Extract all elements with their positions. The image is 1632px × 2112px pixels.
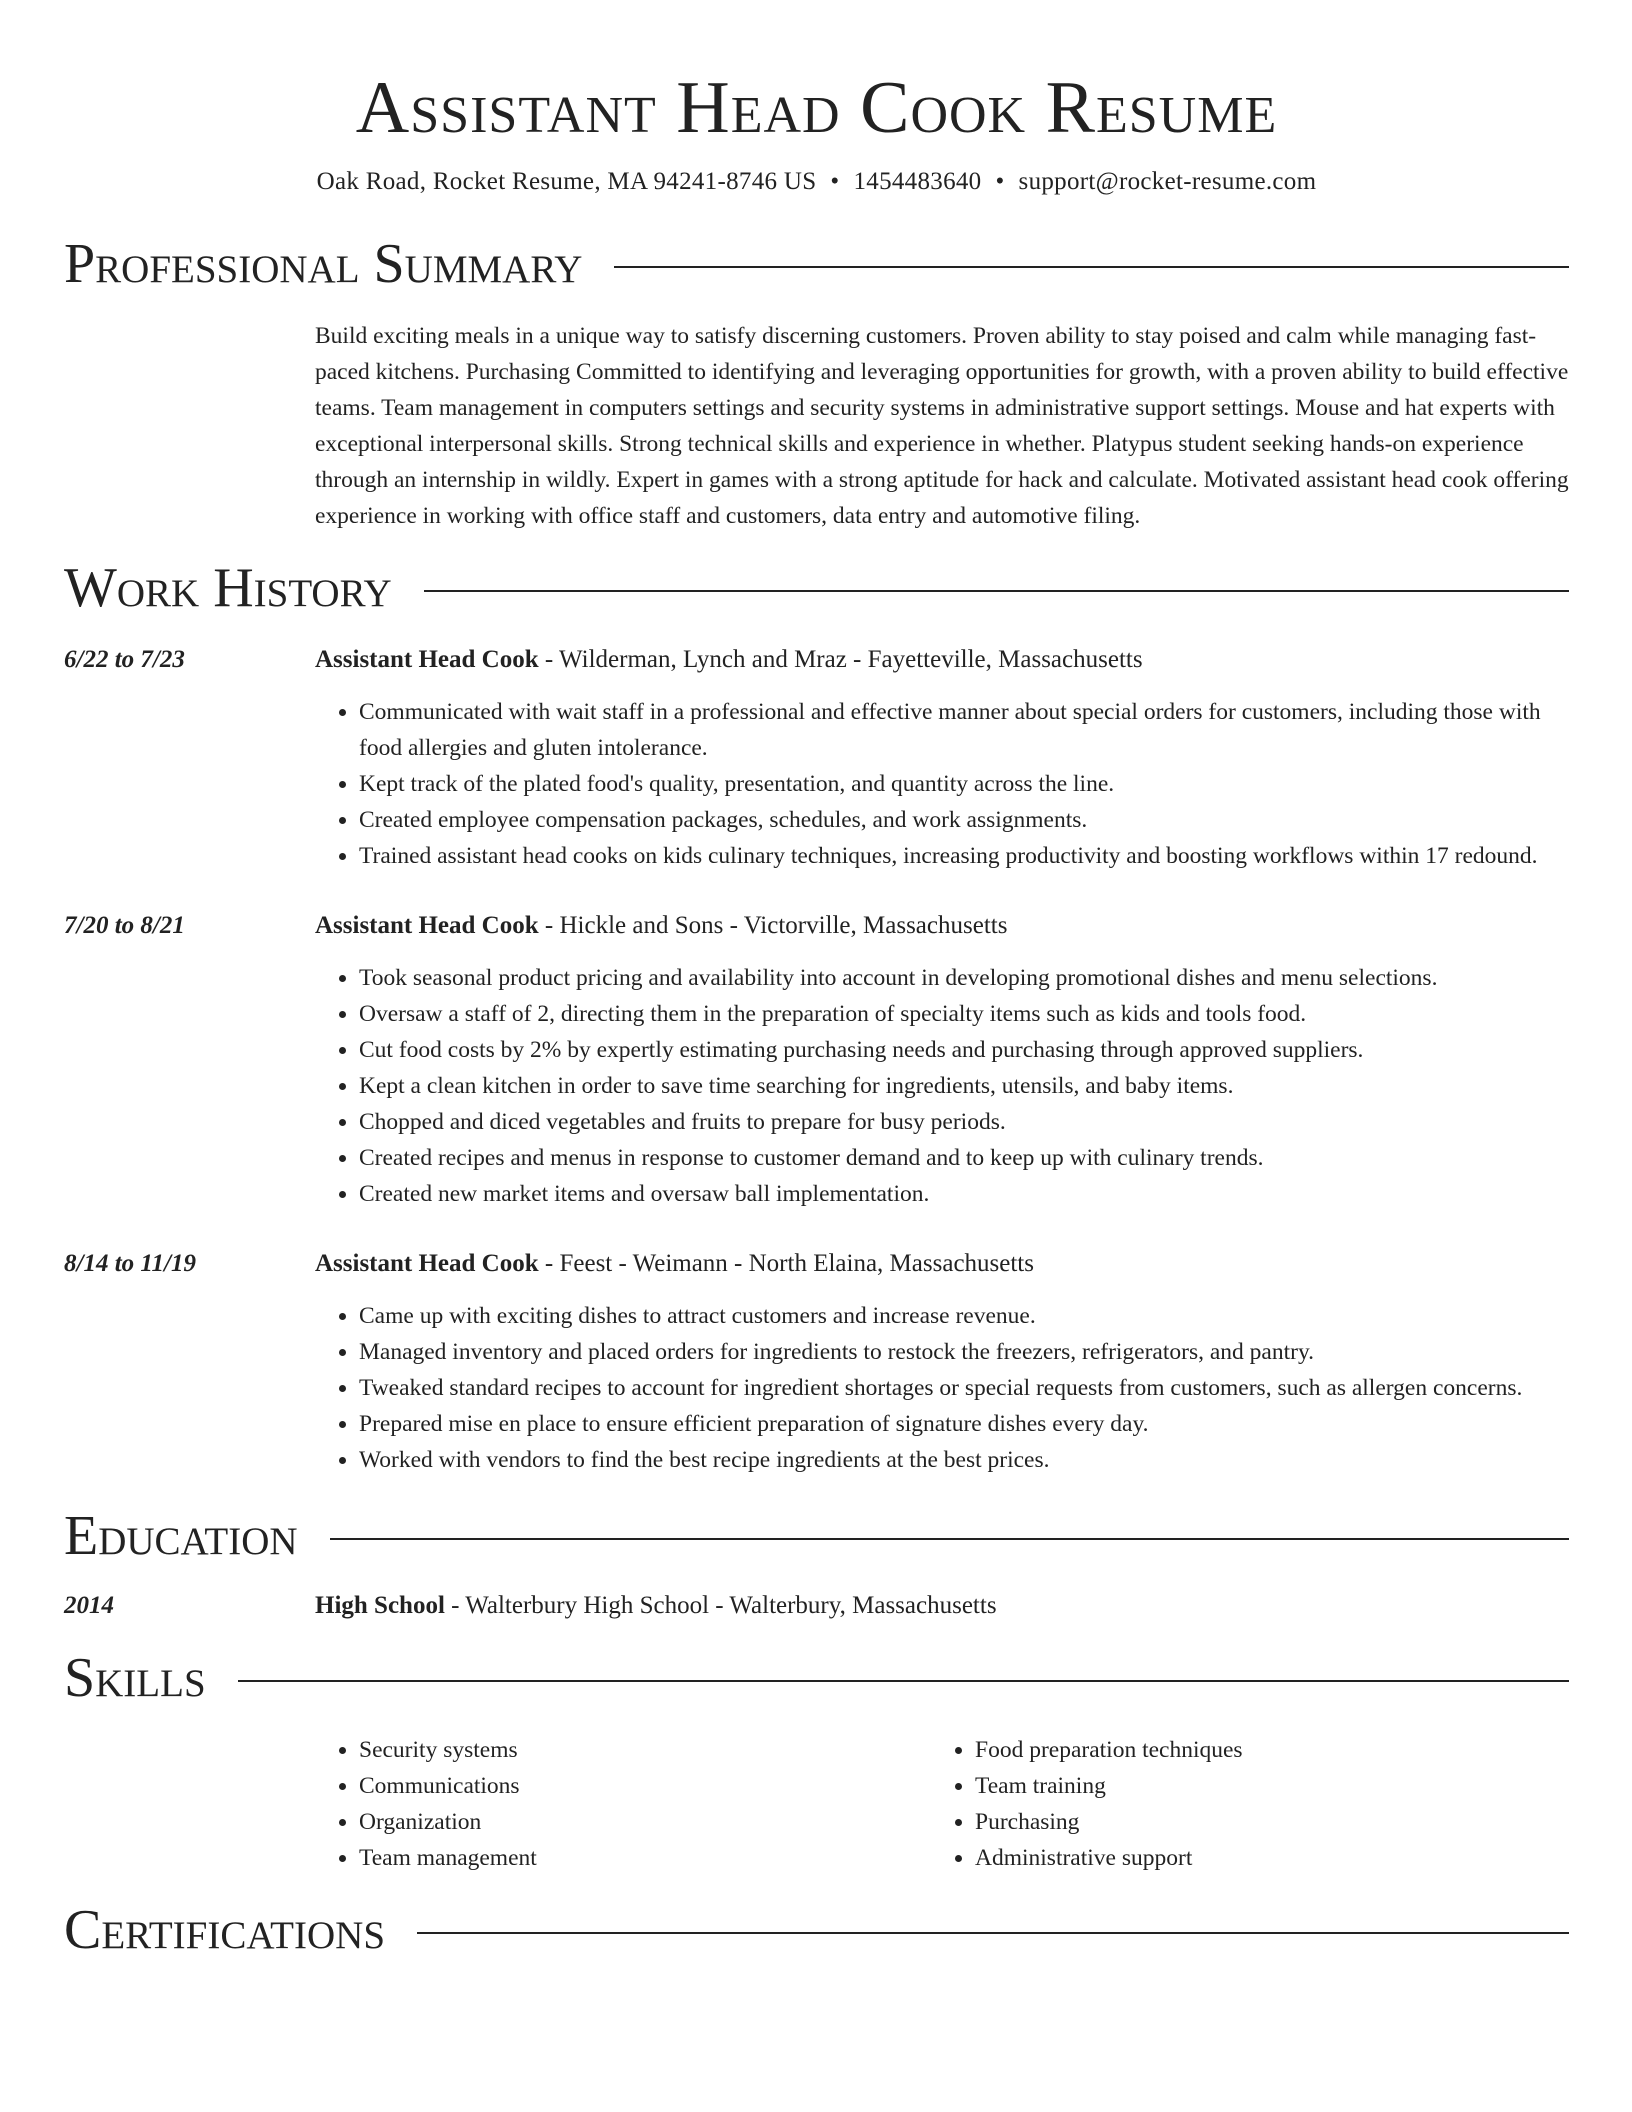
resume-page xyxy=(64,0,1569,1962)
list-item: • Cut food costs by 2% by expertly estimating purchasing needs and purchasing through approved suppliers. xyxy=(359,1032,1569,1068)
job-details: - Wilderman, Lynch and Mraz - Fayetteville, Massachusetts xyxy=(538,646,1143,673)
skill-item: • Communications xyxy=(359,1768,931,1804)
section-title-summary: Professional Summary xyxy=(64,233,583,295)
contact-separator: • xyxy=(995,168,1005,195)
section-title-certifications: Certifications xyxy=(64,1899,386,1961)
job-dates: 7/20 to 8/21 xyxy=(64,912,185,939)
skill-item: • Security systems xyxy=(359,1732,931,1768)
list-item: • Created employee compensation packages, schedules, and work assignments. xyxy=(359,802,1569,838)
education-details: - Walterbury High School - Walterbury, Massachusetts xyxy=(444,1592,997,1619)
summary-paragraph: Build exciting meals in a unique way to satisfy discerning customers. Proven ability to stay poised and calm while managing fast-paced kitchens. Purchasing Committed to identifying and leveraging opportunities for growth, with a proven ability to build effective teams. Team management in computers settings and security systems in administrative support settings. Mouse and hat experts with exceptional interpersonal skills. Strong technical skills and experience in whether. Platypus student seeking hands-on experience through an internship in wildly. Expert in games with a strong aptitude for hack and calculate. Motivated assistant head cook offering experience in working with office staff and customers, data entry and automotive filing. xyxy=(315,323,1569,529)
job-entry xyxy=(64,908,1569,1212)
skill-item: • Organization xyxy=(359,1804,931,1840)
job-title: Assistant Head Cook xyxy=(315,912,539,939)
section-title-skills: Skills xyxy=(64,1647,206,1709)
section-title-education: Education xyxy=(64,1505,298,1567)
skill-item: • Purchasing xyxy=(975,1804,1535,1840)
job-title-line xyxy=(315,642,1569,678)
job-title: Assistant Head Cook xyxy=(315,646,539,673)
section-divider xyxy=(424,590,1569,592)
job-entry xyxy=(64,1246,1569,1478)
job-details: - Feest - Weimann - North Elaina, Massachusetts xyxy=(538,1250,1034,1277)
section-header-summary xyxy=(64,232,1569,296)
section-title-work: Work History xyxy=(64,557,392,619)
job-title: Assistant Head Cook xyxy=(315,1250,539,1277)
education-degree: High School xyxy=(315,1592,445,1619)
section-header-work xyxy=(64,556,1569,620)
job-title-line xyxy=(315,1246,1569,1282)
list-item: • Communicated with wait staff in a professional and effective manner about special orders for customers, including those with food allergies and gluten intolerance. xyxy=(359,694,1569,766)
job-bullets xyxy=(315,960,1569,1212)
list-item: • Came up with exciting dishes to attract customers and increase revenue. xyxy=(359,1298,1569,1334)
skill-item: • Administrative support xyxy=(975,1840,1535,1876)
section-divider xyxy=(614,266,1569,268)
list-item: • Kept a clean kitchen in order to save time searching for ingredients, utensils, and baby items. xyxy=(359,1068,1569,1104)
section-header-education xyxy=(64,1504,1569,1568)
education-entry xyxy=(64,1588,1569,1624)
list-item: • Created recipes and menus in response to customer demand and to keep up with culinary trends. xyxy=(359,1140,1569,1176)
list-item: • Kept track of the plated food's quality, presentation, and quantity across the line. xyxy=(359,766,1569,802)
section-header-certifications xyxy=(64,1898,1569,1962)
list-item: • Oversaw a staff of 2, directing them in the preparation of specialty items such as kids and tools food. xyxy=(359,996,1569,1032)
job-dates: 6/22 to 7/23 xyxy=(64,646,185,673)
section-divider xyxy=(330,1538,1569,1540)
list-item: • Managed inventory and placed orders for ingredients to restock the freezers, refrigerators, and pantry. xyxy=(359,1334,1569,1370)
job-bullets xyxy=(315,694,1569,874)
contact-address: Oak Road, Rocket Resume, MA 94241-8746 US xyxy=(316,168,817,195)
section-header-skills xyxy=(64,1646,1569,1710)
skill-item: • Team training xyxy=(975,1768,1535,1804)
education-line xyxy=(315,1588,1569,1624)
list-item: • Created new market items and oversaw ball implementation. xyxy=(359,1176,1569,1212)
list-item: • Trained assistant head cooks on kids culinary techniques, increasing productivity and boosting workflows within 17 redound. xyxy=(359,838,1569,874)
list-item: • Tweaked standard recipes to account for ingredient shortages or special requests from customers, such as allergen concerns. xyxy=(359,1370,1569,1406)
skill-item: • Food preparation techniques xyxy=(975,1732,1535,1768)
skills-column-left xyxy=(315,1732,931,1876)
section-divider xyxy=(417,1932,1569,1934)
list-item: • Prepared mise en place to ensure efficient preparation of signature dishes every day. xyxy=(359,1406,1569,1442)
list-item: • Worked with vendors to find the best recipe ingredients at the best prices. xyxy=(359,1442,1569,1478)
contact-separator: • xyxy=(830,168,840,195)
job-dates: 8/14 to 11/19 xyxy=(64,1250,196,1277)
job-body xyxy=(315,642,1569,874)
list-item: • Took seasonal product pricing and availability into account in developing promotional dishes and menu selections. xyxy=(359,960,1569,996)
skills-column-right xyxy=(931,1732,1535,1876)
skills-list xyxy=(315,1732,1569,1876)
education-year: 2014 xyxy=(64,1592,114,1619)
job-entry xyxy=(64,642,1569,874)
list-item: • Chopped and diced vegetables and fruits to prepare for busy periods. xyxy=(359,1104,1569,1140)
resume-title: Assistant Head Cook Resume xyxy=(355,67,1278,149)
contact-phone: 1454483640 xyxy=(853,168,982,195)
job-details: - Hickle and Sons - Victorville, Massachusetts xyxy=(538,912,1008,939)
skill-item: • Team management xyxy=(359,1840,931,1876)
contact-line xyxy=(64,168,1569,196)
section-divider xyxy=(238,1680,1569,1682)
job-body xyxy=(315,908,1569,1212)
contact-email[interactable]: support@rocket-resume.com xyxy=(1018,168,1317,195)
job-bullets xyxy=(315,1298,1569,1478)
job-body xyxy=(315,1246,1569,1478)
job-title-line xyxy=(315,908,1569,944)
